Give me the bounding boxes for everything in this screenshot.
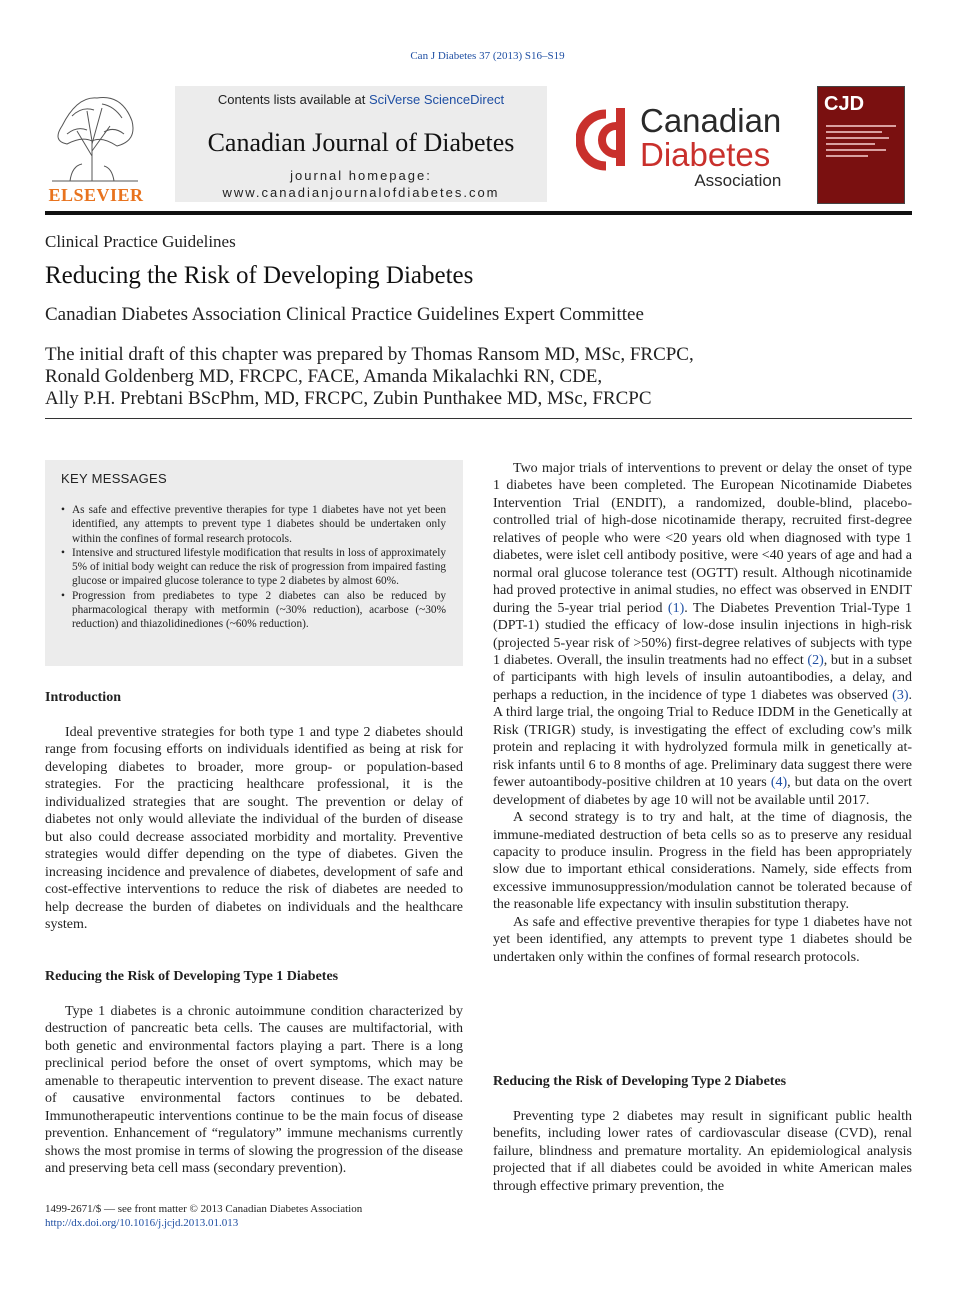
homepage-label: journal homepage: <box>290 168 432 183</box>
article-authors <box>45 344 905 410</box>
key-message-item: • As safe and effective preventive therapies for type 1 diabetes have not yet been identified, any attempts to prevent type 1 diabetes should be undertaken only within the confines of formal research protocols. <box>61 503 446 546</box>
section-heading-introduction: Introduction <box>45 690 121 705</box>
key-messages-list <box>61 503 446 632</box>
key-messages-title: KEY MESSAGES <box>61 471 167 486</box>
authors-line-1: The initial draft of this chapter was prepared by Thomas Ransom MD, MSc, FRCPC, <box>45 344 694 365</box>
type1-paragraph: Type 1 diabetes is a chronic autoimmune condition characterized by destruction of pancreatic beta cells. The causes are multifactorial, with both genetic and environmental factors playing a part. There is a long preclinical period before the onset of overt symptoms, which may be amenable to therapeutic intervention to prevent disease. The exact nature of causative environmental factors continues to be debated. Immunotherapeutic interventions continue to be the main focus of disease prevention. Enhancement of “regulatory” immune mechanisms currently shows the most promise in terms of slowing the progression of the disease and preserving beta cell mass (secondary prevention). <box>45 1004 463 1177</box>
type1-conclusion-paragraph: As safe and effective preventive therapies for type 1 diabetes have not yet been identified, any attempts to prevent type 1 diabetes should be undertaken only within the confines of formal research protocols. <box>493 914 912 965</box>
authors-line-2: Ronald Goldenberg MD, FRCPC, FACE, Amanda Mikalachki RN, CDE, <box>45 366 603 387</box>
key-message-item: • Progression from prediabetes to type 2 diabetes can also be reduced by pharmacological therapy with metformin (~30% reduction), acarbose (~30% reduction) and thiazolidinediones (~60% reduction). <box>61 589 446 632</box>
right-column-body <box>493 460 912 966</box>
issn-copyright-line: 1499-2671/$ — see front matter © 2013 Canadian Diabetes Association <box>45 1203 363 1215</box>
type2-paragraph-block <box>493 1108 912 1195</box>
type1-paragraph-block <box>45 1003 463 1178</box>
contents-availability: Contents lists available at SciVerse ScienceDirect <box>217 92 505 107</box>
journal-title: Canadian Journal of Diabetes <box>207 128 515 157</box>
homepage-url[interactable]: www.canadianjournalofdiabetes.com <box>222 185 500 200</box>
intro-paragraph: Ideal preventive strategies for both type 1 and type 2 diabetes should range from focusing efforts on individuals identified as being at risk for developing diabetes to broader, more group- or population-based strategies. For the practicing healthcare professional, it is the individualized strategies that are sought. The prevention or delay of diabetes not only would alleviate the individual of the burden of disease but also could decrease associated morbidity and mortality. Preventive strategies would differ depending on the type of diabetes. Given the increasing incidence and prevalence of diabetes, development of safe and cost-effective interventions to reduce the risk of diabetes are needed to help decrease the burden of diabetes on individuals and the healthcare system. <box>45 725 463 932</box>
endit-dpt-trigr-paragraph: Two major trials of interventions to prevent or delay the onset of type 1 diabetes have been completed. The European Nicotinamide Diabetes Intervention Trial (ENDIT), a randomized, double-blind, placebo-controlled trial of high-dose nicotinamide therapy, recruited first-degree relatives of people who were <20 years old when diagnosed with type 1 diabetes, were islet cell antibody positive, were <40 years of age and had a normal oral glucose tolerance test (OGTT) result. Although nicotinamide had proved protective in animal studies, no effect was observed in ENDIT during the 5-year trial period (1). The Diabetes Prevention Trial-Type 1 (DPT-1) studied the efficacy of low-dose insulin injections in high-risk (projected 5-year risk of >50%) first-degree relatives of subjects with type 1 diabetes. Overall, the insulin treatments had no effect (2), but in a subset of participants with high levels of insulin autoantibodies, a delay, and perhaps a reduction, in the incidence of type 1 diabetes was observed (3). A third large trial, the ongoing Trial to Reduce IDDM in the Genetically at Risk (TRIGR) study, is investigating the effect of excluding cow's milk protein and replacing it with hydrolyzed formula milk in genetically at-risk infants until 6 to 8 months of age. Preliminary data suggest there were fewer autoantibody-positive children at 10 years (4), but data on the overt development of diabetes by age 10 will not be available until 2017. <box>493 461 913 808</box>
section-heading-type2: Reducing the Risk of Developing Type 2 Diabetes <box>493 1074 787 1089</box>
article-title: Reducing the Risk of Developing Diabetes <box>45 262 474 289</box>
reference-link-4[interactable]: (4) <box>770 775 788 791</box>
article-category: Clinical Practice Guidelines <box>45 232 236 251</box>
title-divider <box>45 418 912 419</box>
cover-title: CJD <box>824 93 865 115</box>
section-heading-type1: Reducing the Risk of Developing Type 1 Diabetes <box>45 969 339 984</box>
doi-link[interactable]: http://dx.doi.org/10.1016/j.jcjd.2013.01.013 <box>45 1217 239 1229</box>
header-divider <box>45 211 912 215</box>
cda-name-line3: Association <box>694 171 782 190</box>
elsevier-wordmark: ELSEVIER <box>48 185 144 205</box>
article-footer <box>45 1202 362 1230</box>
authors-line-3: Ally P.H. Prebtani BScPhm, MD, FRCPC, Zubin Punthakee MD, MSc, FRCPC <box>45 388 652 409</box>
reference-link-1[interactable]: (1) <box>667 600 685 616</box>
cda-logo-text <box>640 104 781 190</box>
article-committee: Canadian Diabetes Association Clinical Practice Guidelines Expert Committee <box>45 304 644 325</box>
journal-citation[interactable]: Can J Diabetes 37 (2013) S16–S19 <box>410 50 565 62</box>
intro-paragraph-block <box>45 724 463 933</box>
sciencedirect-link[interactable]: SciVerse ScienceDirect <box>368 92 505 107</box>
journal-cover-thumbnail[interactable] <box>817 86 905 204</box>
second-strategy-paragraph: A second strategy is to try and halt, at the time of diagnosis, the immune-mediated destruction of beta cells so as to preserve any residual capacity to produce insulin. Progress in the field has been appropriately slow due to important ethical considerations. Namely, side effects from excessive immunosuppression/modulation cannot be tolerated because of the reasonable life expectancy with insulin substitution therapy. <box>493 810 912 913</box>
reference-link-2[interactable]: (2) <box>807 652 824 668</box>
cda-name-line2: Diabetes <box>640 136 771 173</box>
reference-link-3[interactable]: (3) <box>892 687 909 703</box>
cda-logo-icon <box>576 106 638 172</box>
type2-paragraph: Preventing type 2 diabetes may result in significant public health benefits, including lower rates of cardiovascular disease (CVD), renal failure, blindness and premature mortality. An epidemiological analysis projected that if all diabetes could be avoided in white American males through effective primary prevention, the <box>493 1109 912 1194</box>
cda-name-line1: Canadian <box>640 102 782 139</box>
cover-text-lines <box>826 125 896 161</box>
key-message-item: • Intensive and structured lifestyle modification that results in loss of approximately 5% of initial body weight can reduce the risk of progression from impaired fasting glucose or impaired glucose tolerance to type 2 diabetes by almost 60%. <box>61 546 446 589</box>
